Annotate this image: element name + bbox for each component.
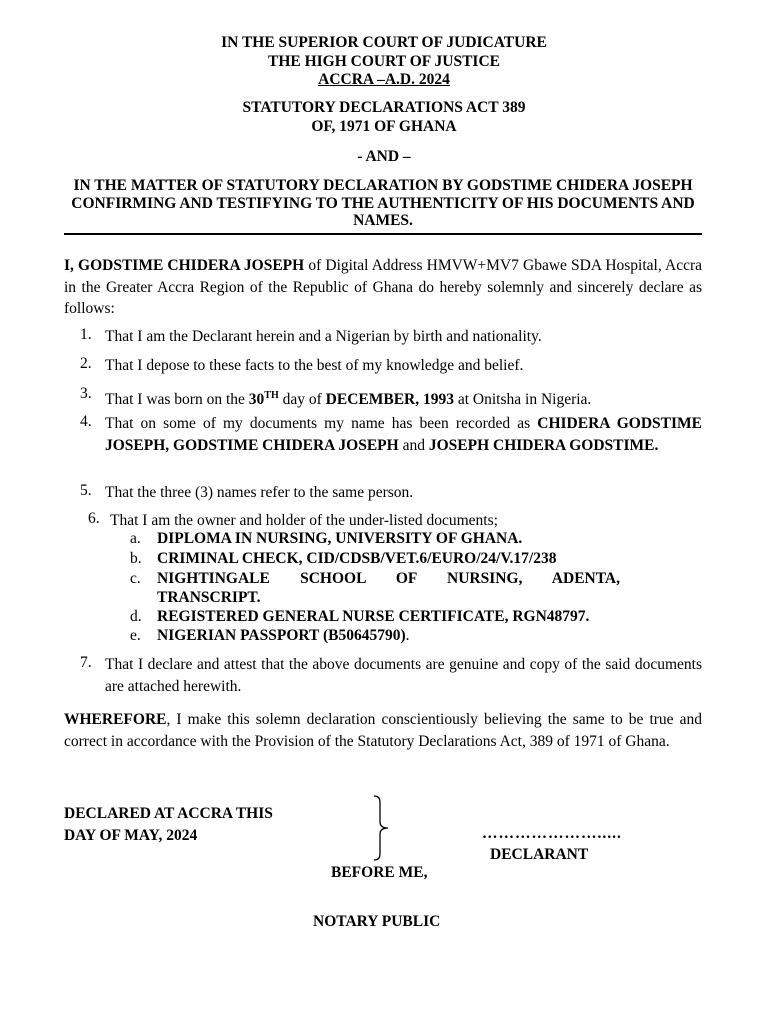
item-text (105, 385, 702, 411)
signature-line: …………………..... (482, 825, 622, 842)
recorded-name-last: JOSEPH CHIDERA GODSTIME. (428, 436, 659, 454)
item-number: 1. (80, 326, 92, 343)
item-text (105, 413, 702, 456)
document-text (157, 626, 620, 645)
item-number: 2. (80, 355, 92, 372)
item-text: That I am the owner and holder of the under-listed documents; (110, 512, 498, 529)
item-number: 5. (80, 482, 92, 499)
document-letter: c. (130, 570, 141, 587)
declared-at (64, 803, 273, 847)
document-text-line: NIGHTINGALE SCHOOL OF NURSING, ADENTA, (157, 570, 620, 587)
declared-line-2: DAY OF MAY, 2024 (64, 827, 198, 844)
act-line-1: STATUTORY DECLARATIONS ACT 389 (242, 99, 526, 116)
birth-month-year: DECEMBER, 1993 (325, 391, 454, 409)
item-text-part: at Onitsha in Nigeria. (453, 391, 592, 409)
item-number: 7. (80, 654, 92, 671)
document-text (157, 569, 620, 607)
item-text: That the three (3) names refer to the same person. (105, 484, 414, 501)
document-text: DIPLOMA IN NURSING, UNIVERSITY OF GHANA. (157, 530, 523, 547)
document-text-part: . (405, 627, 410, 644)
document-letter: d. (130, 608, 142, 625)
item-text-part: That I was born on the (105, 391, 249, 409)
court-title: IN THE SUPERIOR COURT OF JUDICATURE (221, 34, 547, 51)
item-text: That I am the Declarant herein and a Nigerian by birth and nationality. (105, 328, 542, 345)
intro-paragraph (64, 255, 702, 320)
item-text-part: day of (278, 391, 326, 409)
declarant-label: DECLARANT (490, 846, 589, 863)
document-text: REGISTERED GENERAL NURSE CERTIFICATE, RGN48797. (157, 608, 590, 625)
high-court-title: THE HIGH COURT OF JUSTICE (267, 52, 500, 70)
wherefore-text: , I make this solemn declaration conscientiously believing the same to be true and correct in accordance with the Provision of the Statutory Declarations Act, 389 of 1971 of Ghana. (64, 711, 702, 750)
brace-icon (370, 794, 394, 862)
document-letter: e. (130, 627, 141, 644)
intro-text: of Digital Address HMVW+MV7 Gbawe SDA Hospital, Accra in the Greater Accra Region of the Republic of Ghana do hereby solemnly and sincerely declare as follows: (64, 257, 702, 317)
before-me-label: BEFORE ME, (331, 864, 428, 881)
document-letter: b. (130, 550, 142, 567)
location-year: ACCRA –A.D. 2024 (318, 71, 450, 88)
wherefore-label: WHEREFORE (64, 711, 167, 728)
recorded-names: CHIDERA GODSTIME JOSEPH, GODSTIME CHIDERA JOSEPH (105, 415, 702, 454)
item-text: That I depose to these facts to the best of my knowledge and belief. (105, 357, 524, 374)
document-text-part: NIGERIAN PASSPORT (B50645790) (157, 627, 406, 644)
item-text-part: and (398, 436, 429, 454)
item-number: 4. (80, 413, 92, 430)
birth-day: 30 (248, 391, 265, 409)
court-header (0, 34, 768, 90)
declared-line-1: DECLARED AT ACCRA THIS (64, 805, 273, 822)
item-text: That I declare and attest that the above documents are genuine and copy of the said documents are attached herewith. (105, 656, 702, 695)
document-letter: a. (130, 530, 141, 547)
item-text-part: That on some of my documents my name has been recorded as (105, 415, 538, 432)
matter-title: IN THE MATTER OF STATUTORY DECLARATION BY GODSTIME CHIDERA JOSEPH CONFIRMING AND TESTIFYING TO THE AUTHENTICITY OF HIS DOCUMENTS AND NAMES. (64, 177, 702, 235)
notary-public-label: NOTARY PUBLIC (313, 913, 441, 930)
item-number: 6. (88, 510, 100, 527)
birth-day-suffix: TH (264, 390, 279, 401)
document-text-line: TRANSCRIPT. (157, 589, 261, 606)
declarant-name: I, GODSTIME CHIDERA JOSEPH (64, 257, 305, 274)
and-separator: - AND – (357, 148, 411, 165)
act-title (0, 99, 768, 136)
act-line-2: OF, 1971 OF GHANA (311, 117, 457, 135)
document-text: CRIMINAL CHECK, CID/CDSB/VET.6/EURO/24/V.17/238 (157, 550, 557, 567)
item-number: 3. (80, 385, 92, 402)
wherefore-paragraph (64, 709, 702, 752)
